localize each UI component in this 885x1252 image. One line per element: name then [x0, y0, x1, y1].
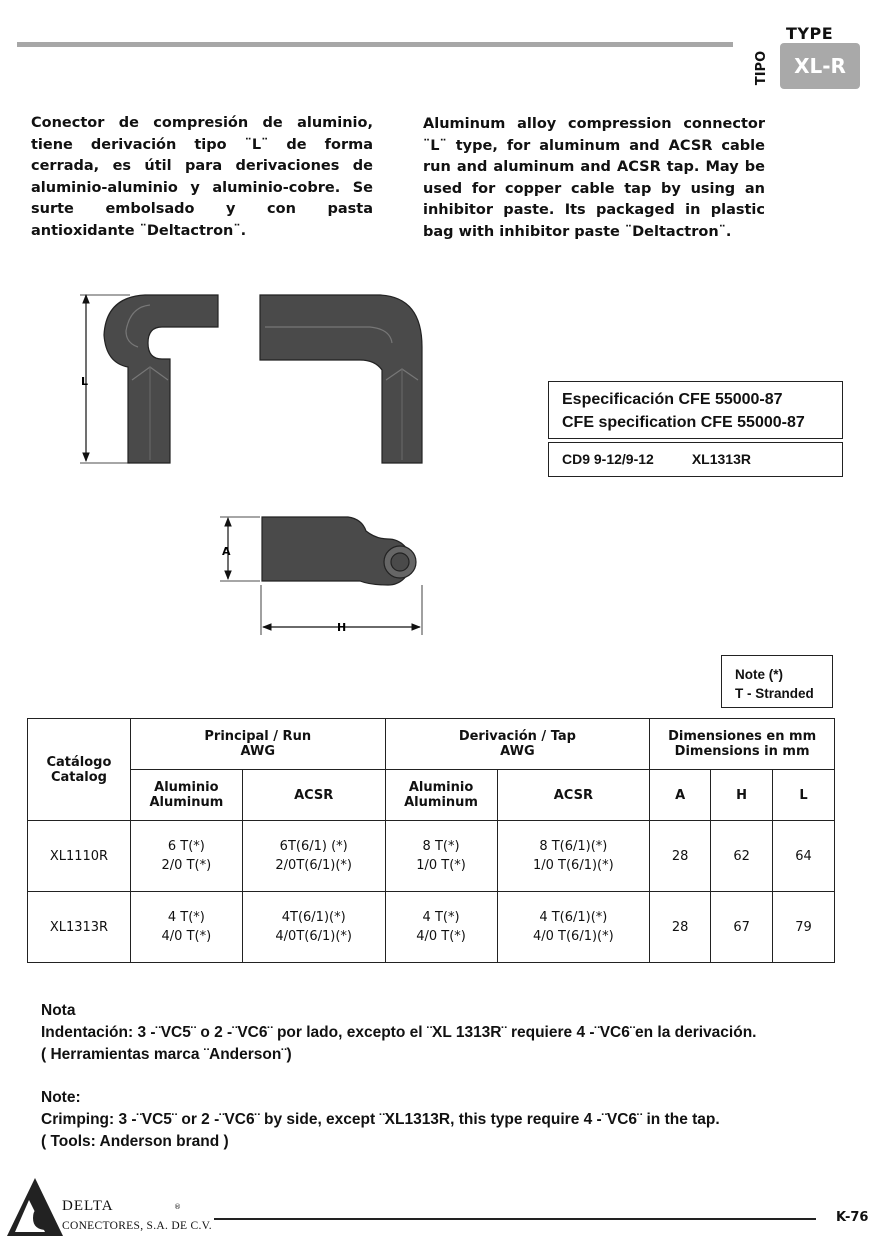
specification-line-es: Especificación CFE 55000-87 — [562, 391, 783, 408]
model-badge: XL-R — [780, 43, 860, 89]
run-aluminum-header: Aluminio Aluminum — [130, 770, 242, 821]
dim-a-cell: 28 — [650, 892, 711, 963]
tap-aluminum-cell: 4 T(*) 4/0 T(*) — [385, 892, 497, 963]
dim-l-cell: 64 — [773, 821, 835, 892]
dim-A-label: A — [222, 545, 231, 558]
front-view — [104, 295, 218, 463]
dim-L-label: L — [81, 375, 89, 388]
logo-delta-text: DELTA — [62, 1198, 114, 1214]
tap-aluminum-cell: 8 T(*) 1/0 T(*) — [385, 821, 497, 892]
dim-h-header: H — [711, 770, 773, 821]
run-aluminum-cell: 6 T(*) 2/0 T(*) — [130, 821, 242, 892]
note-english — [41, 1087, 720, 1153]
specification-codes — [548, 442, 843, 477]
run-aluminum-cell: 4 T(*) 4/0 T(*) — [130, 892, 242, 963]
catalog-cell: XL1313R — [28, 892, 131, 963]
delta-logo-icon — [5, 1176, 63, 1238]
table-row — [28, 892, 835, 963]
dim-H-label: H — [337, 621, 347, 634]
dim-a-cell: 28 — [650, 821, 711, 892]
run-acsr-cell: 4T(6/1)(*) 4/0T(6/1)(*) — [242, 892, 385, 963]
description-english: Aluminum alloy compression connector ¨L¨ type, for aluminum and ACSR cable run and aluminum and ACSR tap. May be used for copper cable tap by using an inhibitor paste. Its packaged in plastic bag with inhibitor paste ¨Deltactron¨. — [423, 116, 765, 240]
dimensions-header: Dimensiones en mm Dimensions in mm — [650, 719, 835, 770]
dim-l-header: L — [773, 770, 835, 821]
dim-l-cell: 79 — [773, 892, 835, 963]
catalog-header: Catálogo Catalog — [28, 719, 131, 821]
note-box — [721, 655, 833, 708]
run-acsr-cell: 6T(6/1) (*) 2/0T(6/1)(*) — [242, 821, 385, 892]
side-view — [260, 295, 422, 463]
top-view — [262, 517, 416, 585]
spec-code-cd9: CD9 9-12/9-12 — [562, 451, 654, 467]
header-rule — [17, 42, 733, 47]
catalog-cell: XL1110R — [28, 821, 131, 892]
tap-header: Derivación / Tap AWG — [385, 719, 650, 770]
note-title: Note: — [41, 1089, 81, 1106]
specification-line-en: CFE specification CFE 55000-87 — [562, 414, 805, 431]
registered-mark: ® — [174, 1203, 181, 1211]
description-spanish: Conector de compresión de aluminio, tiene derivación tipo ¨L¨ de forma cerrada, es útil para derivaciones de aluminio-aluminio y aluminio-cobre. Se surte embolsado y con pasta antioxidante ¨Deltactron¨. — [31, 115, 373, 239]
nota-spanish — [41, 1000, 756, 1066]
table-row — [28, 821, 835, 892]
note-line1: Crimping: 3 -¨VC5¨ or 2 -¨VC6¨ by side, except ¨XL1313R, this type require 4 -¨VC6¨ in the tap. — [41, 1111, 720, 1128]
nota-line1: Indentación: 3 -¨VC5¨ o 2 -¨VC6¨ por lado, excepto el ¨XL 1313R¨ requiere 4 -¨VC6¨en la derivación. — [41, 1024, 757, 1041]
tap-acsr-header: ACSR — [497, 770, 650, 821]
logo-company-text: CONECTORES, S.A. DE C.V. — [62, 1220, 212, 1232]
run-acsr-header: ACSR — [242, 770, 385, 821]
connector-drawing — [70, 285, 450, 645]
tipo-label: TIPO — [754, 50, 769, 86]
nota-line2: ( Herramientas marca ¨Anderson¨) — [41, 1046, 292, 1063]
nota-title: Nota — [41, 1002, 76, 1019]
dim-h-cell: 67 — [711, 892, 773, 963]
note-stranded: T - Stranded — [735, 686, 814, 701]
dim-h-cell: 62 — [711, 821, 773, 892]
dim-a-header: A — [650, 770, 711, 821]
run-header: Principal / Run AWG — [130, 719, 385, 770]
tap-acsr-cell: 4 T(6/1)(*) 4/0 T(6/1)(*) — [497, 892, 650, 963]
tap-aluminum-header: Aluminio Aluminum — [385, 770, 497, 821]
type-label: TYPE — [786, 24, 834, 43]
page-number: K-76 — [836, 1210, 869, 1225]
specification-box — [548, 381, 843, 439]
spec-code-xl: XL1313R — [691, 451, 751, 467]
catalog-table — [27, 718, 835, 963]
note-title: Note (*) — [735, 667, 783, 682]
note-line2: ( Tools: Anderson brand ) — [41, 1133, 229, 1150]
footer-rule — [214, 1218, 816, 1220]
tap-acsr-cell: 8 T(6/1)(*) 1/0 T(6/1)(*) — [497, 821, 650, 892]
